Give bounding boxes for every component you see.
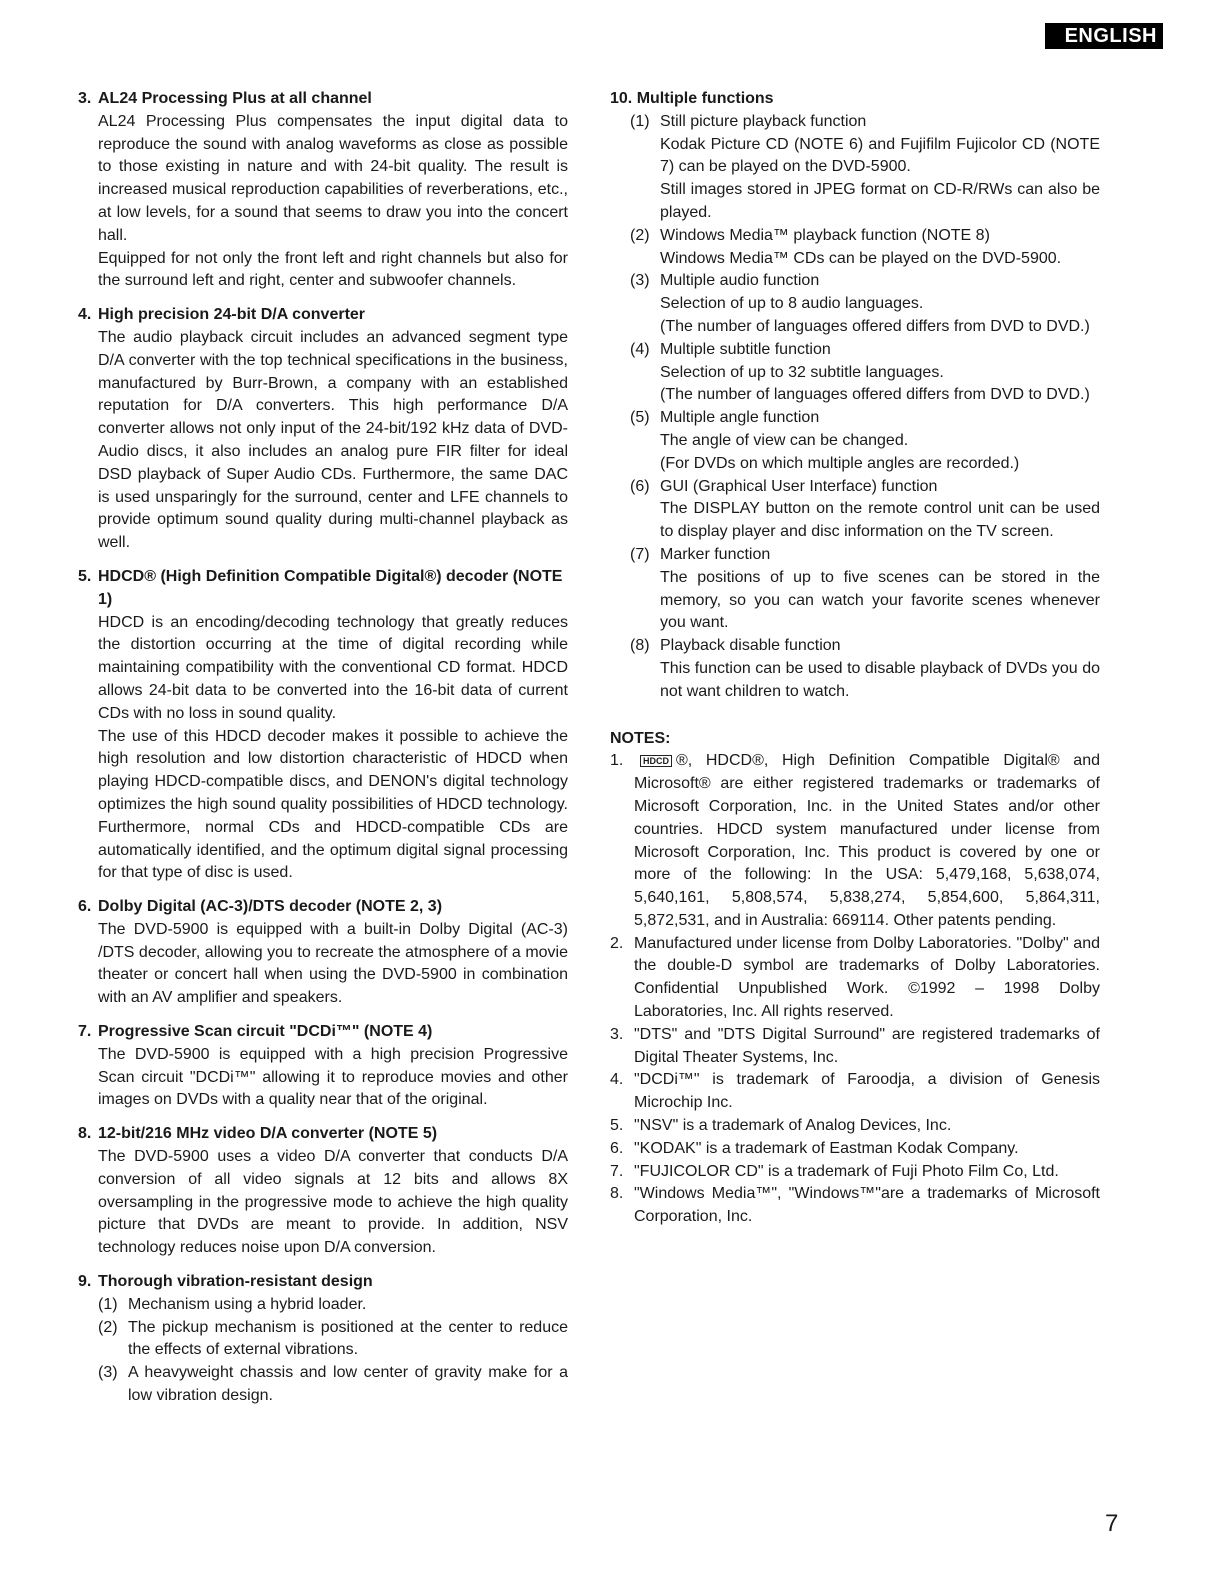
note-text	[634, 1161, 1100, 1184]
sub-item-text: A heavyweight chassis and low center of gravity make for a low vibration design.	[128, 1364, 568, 1405]
sub-item	[98, 1362, 568, 1408]
feature-title: Thorough vibration-resistant design	[98, 1273, 373, 1291]
sub-item	[98, 1317, 568, 1363]
feature-title: AL24 Processing Plus at all channel	[98, 90, 372, 107]
feature-number: 6.	[78, 898, 92, 916]
feature-title: 10. Multiple functions	[610, 90, 774, 107]
sub-item-number: (5)	[630, 409, 650, 427]
note-text-body: Manufactured under license from Dolby Laboratories. "Dolby" and the double-D symbol are trademarks of Dolby Laboratories. Confidential Unpublished Work. ©1992 – 1998 Dolby Laboratories, Inc. All rights reserved.	[634, 934, 1100, 1021]
sub-item	[610, 225, 1100, 271]
feature-title: High precision 24-bit D/A converter	[98, 306, 366, 324]
left-column	[78, 88, 568, 1419]
sub-item-number: (3)	[630, 272, 650, 290]
feature-number: 4.	[78, 306, 92, 324]
note-number: 3.	[610, 1025, 624, 1043]
feature-paragraph: Equipped for not only the front left and right channels but also for the surround left and right, center and subwoofer channels.	[98, 249, 568, 290]
sub-item-text: The positions of up to five scenes can be stored in the memory, so you can watch your favorite scenes whenever you want.	[660, 568, 1100, 632]
note-number: 1.	[610, 752, 624, 770]
note-number: 8.	[610, 1185, 624, 1203]
feature-item	[78, 1021, 568, 1112]
feature-paragraph: The audio playback circuit includes an advanced segment type D/A converter with the top technical specifications in the business, manufactured by Burr-Brown, a company with an established reputation for D/A converters. This high performance D/A converter allows not only input of the 24-bit/192 kHz data of DVD-Audio discs, it also includes an analog pure FIR filter for ideal DSD playback of Super Audio CDs. Furthermore, the same DAC is used unsparingly for the surround, center and LFE channels to provide optimum sound quality during multi-channel playback as well.	[98, 328, 568, 552]
note-item	[610, 1161, 1100, 1184]
sub-item-number: (1)	[98, 1295, 118, 1313]
feature-paragraph: HDCD is an encoding/decoding technology that greatly reduces the distortion occurring at the time of digital recording while maintaining compatibility with the conventional CD format. HDCD allows 24-bit data to be converted into the 16-bit data of current CDs with no loss in sound quality.	[98, 613, 568, 722]
sub-item-text: Mechanism using a hybrid loader.	[128, 1295, 367, 1313]
language-tab: ENGLISH	[1045, 23, 1163, 49]
sub-item-text: Playback disable function	[660, 637, 841, 655]
feature-title: Dolby Digital (AC-3)/DTS decoder (NOTE 2, 3)	[98, 898, 443, 916]
feature-paragraph: AL24 Processing Plus compensates the input digital data to reproduce the sound with analog waveforms as close as possible to those existing in nature and with 24-bit quality. The result is increased musical reproduction capabilities of reverberations, etc., at low levels, for a sound that seems to draw you into the concert hall.	[98, 112, 568, 244]
sub-item-text: Multiple subtitle function	[660, 340, 831, 358]
note-text	[634, 1024, 1100, 1070]
note-text-body: "KODAK" is a trademark of Eastman Kodak Company.	[634, 1139, 1019, 1157]
sub-item-number: (4)	[630, 340, 650, 358]
sub-item-text: Kodak Picture CD (NOTE 6) and Fujifilm Fujicolor CD (NOTE 7) can be played on the DVD-5900.	[660, 135, 1100, 176]
note-text	[634, 1138, 1100, 1161]
feature-number: 8.	[78, 1125, 92, 1143]
sub-item-number: (1)	[630, 112, 650, 130]
sub-item-text: Still images stored in JPEG format on CD-R/RWs can also be played.	[660, 181, 1100, 221]
sub-item-text: Windows Media™ CDs can be played on the DVD-5900.	[660, 249, 1062, 267]
feature-item	[78, 896, 568, 1010]
sub-item-text: Multiple angle function	[660, 409, 820, 427]
notes-list	[610, 750, 1100, 1229]
sub-item-number: (2)	[98, 1318, 118, 1336]
feature-item-10	[610, 88, 1100, 704]
note-text	[634, 1115, 1100, 1138]
sub-item-number: (3)	[98, 1364, 118, 1382]
note-item	[610, 1069, 1100, 1115]
sub-item-text: This function can be used to disable playback of DVDs you do not want children to watch.	[660, 659, 1100, 700]
feature-item	[78, 88, 568, 293]
sub-item	[610, 476, 1100, 544]
feature-paragraph: The DVD-5900 uses a video D/A converter that conducts D/A conversion of all video signals at 12 bits and allows 8X oversampling in the progressive mode to achieve the high quality picture that DVDs are meant to provide. In addition, NSV technology reduces noise upon D/A conversion.	[98, 1148, 568, 1257]
sub-item-text: The DISPLAY button on the remote control unit can be used to display player and disc information on the TV screen.	[660, 500, 1100, 541]
notes-heading: NOTES:	[610, 729, 671, 747]
sub-item	[610, 111, 1100, 225]
note-text	[634, 1183, 1100, 1229]
sub-item-text: Windows Media™ playback function (NOTE 8)	[660, 226, 990, 244]
note-item	[610, 750, 1100, 932]
note-text-body: "NSV" is a trademark of Analog Devices, Inc.	[634, 1117, 952, 1135]
note-text-body: "FUJICOLOR CD" is a trademark of Fuji Photo Film Co, Ltd.	[634, 1162, 1059, 1180]
sub-item	[610, 544, 1100, 635]
feature-number: 7.	[78, 1023, 92, 1041]
sub-item-text: The angle of view can be changed.	[660, 431, 909, 449]
feature-item	[78, 1123, 568, 1260]
sub-item	[610, 407, 1100, 475]
feature-item	[78, 1271, 568, 1408]
note-text-body: "Windows Media™", "Windows™"are a trademarks of Microsoft Corporation, Inc.	[634, 1185, 1100, 1226]
note-text	[634, 1069, 1100, 1115]
sub-item	[610, 635, 1100, 703]
sub-item-text: (For DVDs on which multiple angles are recorded.)	[660, 454, 1020, 472]
sub-item	[610, 339, 1100, 407]
sub-item-text: (The number of languages offered differs from DVD to DVD.)	[660, 386, 1090, 404]
feature-number: 5.	[78, 567, 92, 585]
sub-item-number: (8)	[630, 637, 650, 655]
note-text-body: "DTS" and "DTS Digital Surround" are registered trademarks of Digital Theater Systems, Inc.	[634, 1025, 1100, 1066]
sub-item-text: Selection of up to 8 audio languages.	[660, 295, 924, 313]
sub-item-number: (2)	[630, 226, 650, 244]
sub-item-text: (The number of languages offered differs from DVD to DVD.)	[660, 317, 1090, 335]
page-number: 7	[1105, 1510, 1119, 1537]
note-item	[610, 1024, 1100, 1070]
feature-item	[78, 304, 568, 555]
sub-item-text: Marker function	[660, 545, 771, 563]
note-number: 4.	[610, 1071, 624, 1089]
note-text-body: "DCDi™" is trademark of Faroodja, a division of Genesis Microchip Inc.	[634, 1071, 1100, 1112]
sub-item-text: Multiple audio function	[660, 272, 820, 290]
sub-item-text: GUI (Graphical User Interface) function	[660, 477, 938, 495]
note-number: 2.	[610, 934, 624, 952]
sub-item-text: The pickup mechanism is positioned at the center to reduce the effects of external vibrations.	[128, 1318, 568, 1359]
note-item	[610, 933, 1100, 1024]
note-item	[610, 1115, 1100, 1138]
sub-item-number: (7)	[630, 545, 650, 563]
feature-title: 12-bit/216 MHz video D/A converter (NOTE 5)	[98, 1125, 438, 1143]
note-number: 7.	[610, 1162, 624, 1180]
sub-item-number: (6)	[630, 477, 650, 495]
note-text	[634, 750, 1100, 932]
sub-item-text: Still picture playback function	[660, 112, 867, 130]
sub-item-text: Selection of up to 32 subtitle languages.	[660, 363, 944, 381]
feature-paragraph: The DVD-5900 is equipped with a high precision Progressive Scan circuit "DCDi™" allowing it to reproduce movies and other images on DVDs with a quality near that of the original.	[98, 1045, 568, 1109]
feature-title: Progressive Scan circuit "DCDi™" (NOTE 4)	[98, 1023, 433, 1041]
note-text	[634, 933, 1100, 1024]
right-column	[610, 88, 1100, 1229]
note-item	[610, 1138, 1100, 1161]
sub-item	[610, 270, 1100, 338]
hdcd-logo: HDCD	[640, 755, 672, 767]
feature-paragraph: The use of this HDCD decoder makes it possible to achieve the high resolution and low distortion characteristic of HDCD when playing HDCD-compatible discs, and DENON's digital technology optimizes the high sound quality possibilities of HDCD technology. Furthermore, normal CDs and HDCD-compatible CDs are automatically identified, and the optimum digital signal processing for that type of disc is used.	[98, 727, 568, 882]
sub-item	[98, 1294, 568, 1317]
feature-item	[78, 566, 568, 885]
note-number: 5.	[610, 1117, 624, 1135]
feature-number: 3.	[78, 90, 92, 107]
feature-paragraph: The DVD-5900 is equipped with a built-in Dolby Digital (AC-3) /DTS decoder, allowing you to recreate the atmosphere of a movie theater or concert hall when using the DVD-5900 in combination with an AV amplifier and speakers.	[98, 920, 568, 1007]
note-text-body: ®, HDCD®, High Definition Compatible Digital® and Microsoft® are either registered trademarks or trademarks of Microsoft Corporation, Inc. in the United States and/or other countries. HDCD system manufactured under license from Microsoft Corporation, Inc. This product is covered by one or more of the following: In the USA: 5,479,168, 5,638,074, 5,640,161, 5,808,574, 5,838,274, 5,854,600, 5,864,311, 5,872,531, and in Australia: 669114. Other patents pending.	[634, 752, 1100, 929]
note-item	[610, 1183, 1100, 1229]
feature-title: HDCD® (High Definition Compatible Digital®) decoder (NOTE 1)	[98, 567, 563, 608]
feature-number: 9.	[78, 1273, 92, 1291]
note-number: 6.	[610, 1139, 624, 1157]
